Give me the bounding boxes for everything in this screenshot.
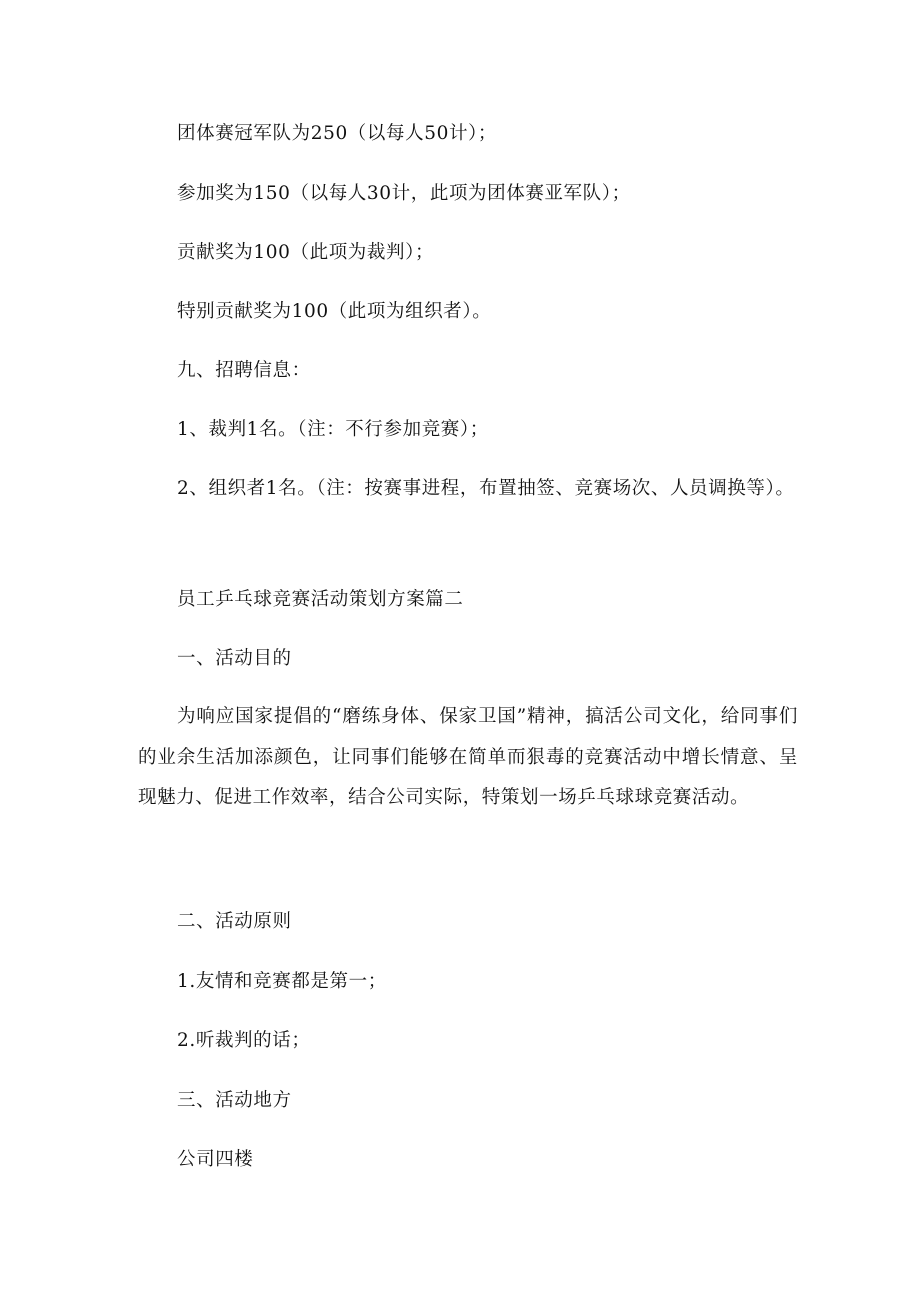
recruitment-organizer: 2、组织者1名。（注：按赛事进程，布置抽签、竞赛场次、人员调换等）。 [177, 478, 795, 499]
prize-special-contribution: 特别贡献奖为100（此项为组织者）。 [177, 301, 492, 322]
prize-participation: 参加奖为150（以每人30计，此项为团体赛亚军队）； [177, 183, 631, 204]
section-title: 员工乒乓球竞赛活动策划方案篇二 [177, 589, 464, 610]
prize-team-champion: 团体赛冠军队为250（以每人50计）； [177, 123, 498, 144]
principle-heading: 二、活动原则 [177, 911, 292, 932]
location-value: 公司四楼 [177, 1149, 254, 1170]
principle-item: 2.听裁判的话； [177, 1030, 311, 1051]
purpose-paragraph: 为响应国家提倡的“磨练身体、保家卫国”精神，搞活公司文化，给同事们的业余生活加添颜色，让同事们能够在简单而狠毒的竞赛活动中增长情意、呈现魅力、促进工作效率，结合公司实际，特策划一场乒乓球球竞赛活动。 [138, 706, 798, 808]
prize-contribution: 贡献奖为100（此项为裁判）； [177, 242, 435, 263]
purpose-heading: 一、活动目的 [177, 648, 292, 669]
recruitment-referee: 1、裁判1名。（注：不行参加竞赛）； [177, 419, 489, 440]
principle-item: 1.友情和竞赛都是第一； [177, 971, 387, 992]
location-heading: 三、活动地方 [177, 1090, 292, 1111]
recruitment-heading: 九、招聘信息： [177, 360, 311, 381]
